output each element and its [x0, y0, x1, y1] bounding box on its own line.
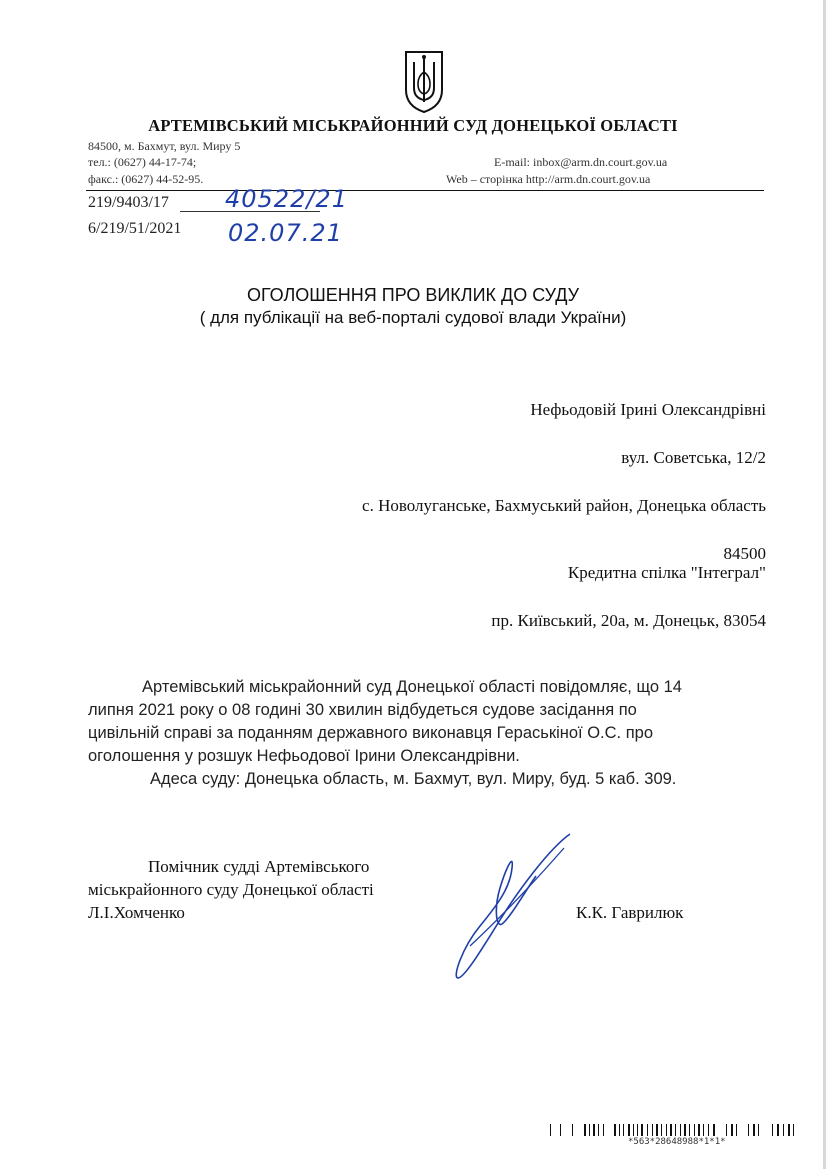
recipient-2-address: пр. Київський, 20а, м. Донецьк, 83054 — [491, 611, 766, 630]
notice-line-1: Артемівський міськрайонний суд Донецької області повідомляє, що 14 — [142, 678, 682, 696]
recipient-2-name: Кредитна спілка "Інтеграл" — [567, 563, 766, 582]
signer-name: К.К. Гаврилюк — [576, 903, 684, 922]
recipient-1-street: вул. Советська, 12/2 — [621, 448, 766, 467]
court-phone: тел.: (0627) 44-17-74; — [88, 155, 197, 169]
notice-title: ОГОЛОШЕННЯ ПРО ВИКЛИК ДО СУДУ — [246, 285, 580, 305]
signature-block-left — [88, 855, 374, 924]
court-website: Web – сторінка http://arm.dn.court.gov.ua — [446, 172, 651, 186]
recipient-1-name: Нефьодовій Ірині Олександрівні — [530, 400, 766, 419]
recipient-2 — [491, 537, 766, 657]
notice-line-4: оголошення у розшук Нефьодової Ірини Олександрівни. — [88, 747, 520, 765]
court-fax: факс.: (0627) 44-52-95. — [88, 172, 204, 186]
handwritten-date: 02.07.21 — [228, 219, 343, 247]
court-room-address: Адеса суду: Донецька область, м. Бахмут, вул. Миру, буд. 5 каб. 309. — [150, 770, 677, 788]
court-address: 84500, м. Бахмут, вул. Миру 5 — [88, 139, 241, 153]
recipient-1-postcode: 84500 — [723, 544, 766, 563]
court-name: АРТЕМІВСЬКИЙ МІСЬКРАЙОННИЙ СУД ДОНЕЦЬКОЇ ОБЛАСТІ — [148, 116, 678, 135]
notice-subtitle: ( для публікації на веб-порталі судової влади України) — [199, 308, 627, 327]
barcode — [548, 1124, 796, 1136]
position-line-1: Помічник судді Артемівського — [148, 857, 370, 876]
notice-line-2: липня 2021 року о 08 годині 30 хвилин відбудеться судове засідання по — [88, 701, 637, 719]
notice-body — [88, 676, 758, 791]
handwritten-signature — [440, 828, 590, 988]
header-divider — [86, 190, 764, 191]
position-line-2: міськрайонного суду Донецької області — [88, 880, 374, 899]
barcode-text: *563*28648988*1*1* — [628, 1137, 726, 1147]
notice-line-3: цивільній справі за поданням державного виконавця Гераськіної О.С. про — [88, 724, 654, 742]
court-email: E-mail: inbox@arm.dn.court.gov.ua — [494, 155, 668, 169]
clerk-name: Л.І.Хомченко — [88, 903, 185, 922]
handwritten-outgoing-number: 40522/21 — [225, 185, 348, 213]
coat-of-arms-icon — [402, 50, 446, 114]
recipient-1-locality: с. Новолуганське, Бахмуський район, Донецька область — [362, 496, 766, 515]
case-number: 219/9403/17 — [88, 194, 169, 211]
proceeding-number: 6/219/51/2021 — [88, 220, 182, 237]
